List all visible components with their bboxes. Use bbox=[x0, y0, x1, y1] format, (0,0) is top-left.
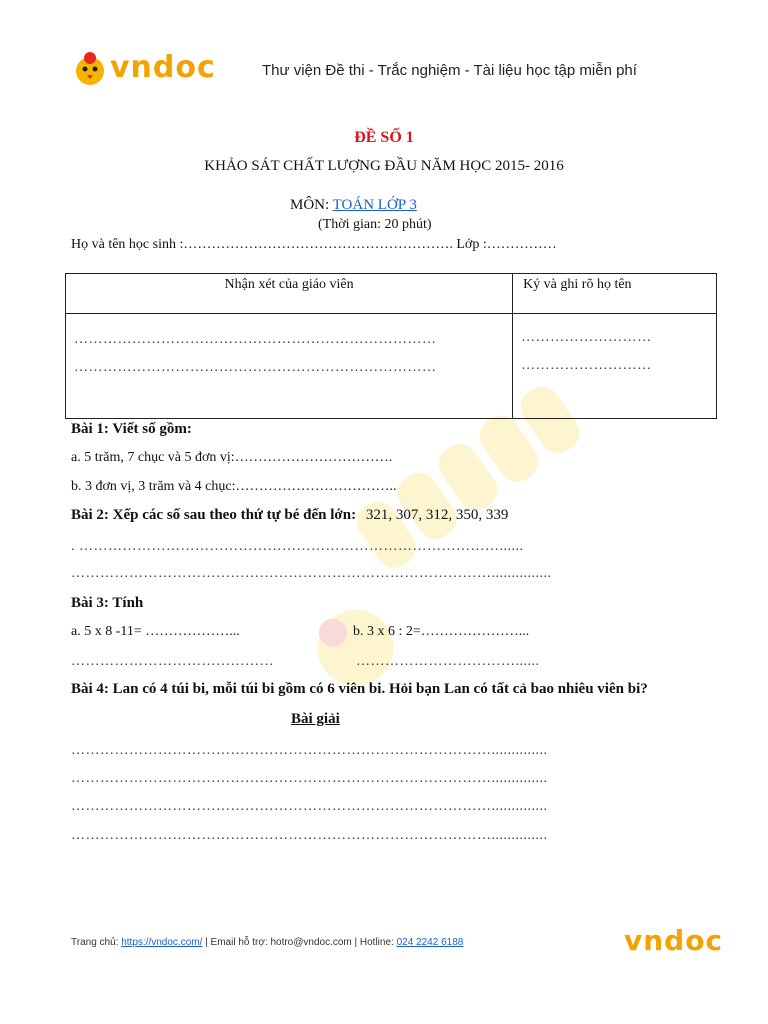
bai2-line bbox=[71, 507, 508, 524]
bai3-heading: Bài 3: Tính bbox=[71, 595, 144, 611]
bai4-answer-line-1: …………………………………………………………………………….............. bbox=[71, 743, 548, 758]
bai3-item-a: a. 5 x 8 -11= ………………... bbox=[71, 624, 240, 639]
review-comment-cell bbox=[66, 314, 513, 419]
review-signature-line-2: ……………………… bbox=[521, 358, 652, 373]
bai1-heading: Bài 1: Viết số gồm: bbox=[71, 421, 192, 437]
bai4-answer-line-4: …………………………………………………………………………….............. bbox=[71, 828, 548, 843]
review-comment-line-1: ………………………………………………………………… bbox=[74, 332, 437, 347]
footer-home-link[interactable]: https://vndoc.com/ bbox=[121, 937, 203, 948]
bai3-answer-line-b: ……………………………...... bbox=[356, 654, 540, 669]
bai2-answer-line-2: ……………………………………………………………………………............... bbox=[71, 566, 552, 581]
footer-hotline-link[interactable]: 024 2242 6188 bbox=[396, 937, 464, 948]
review-comment-line-2: ………………………………………………………………… bbox=[74, 360, 437, 375]
student-name-line: Họ và tên học sinh :…………………………………………………. Lớp :…………… bbox=[71, 237, 557, 252]
bai1-item-b: b. 3 đơn vị, 3 trăm và 4 chục:…………………………….. bbox=[71, 479, 397, 494]
review-signature-line-1: ……………………… bbox=[521, 330, 652, 345]
bai4-answer-line-2: …………………………………………………………………………….............. bbox=[71, 771, 548, 786]
bai2-heading: Bài 2: Xếp các số sau theo thứ tự bé đến lớn: bbox=[71, 507, 357, 523]
bai1-item-a: a. 5 trăm, 7 chục và 5 đơn vị:……………………………. bbox=[71, 450, 393, 465]
subject-label: MÔN: bbox=[290, 197, 330, 213]
bai3-answer-line-a: …………………………………… bbox=[71, 654, 274, 669]
subject-line bbox=[290, 197, 417, 214]
subject-link[interactable]: TOÁN LỚP 3 bbox=[332, 197, 417, 213]
chick-mascot-icon bbox=[70, 48, 110, 88]
footer-email-text: | Email hỗ trợ: hotro@vndoc.com | Hotline: bbox=[205, 937, 394, 948]
bai3-item-b: b. 3 x 6 : 2=…………………... bbox=[353, 624, 530, 639]
exam-number: ĐỀ SỐ 1 bbox=[354, 129, 414, 146]
exam-duration: (Thời gian: 20 phút) bbox=[318, 217, 432, 232]
footer-logo[interactable]: vndoc bbox=[624, 924, 724, 957]
teacher-review-table bbox=[65, 273, 717, 419]
footer-info bbox=[71, 937, 463, 948]
bai2-answer-line-1: . ……………………………………………………………………………...... bbox=[71, 539, 524, 554]
footer-home-label: Trang chủ: bbox=[71, 937, 119, 948]
exam-title: KHẢO SÁT CHẤT LƯỢNG ĐẦU NĂM HỌC 2015- 2016 bbox=[204, 158, 564, 174]
review-header-signature: Ký và ghi rõ họ tên bbox=[513, 274, 717, 314]
review-header-comments: Nhận xét của giáo viên bbox=[66, 274, 513, 314]
watermark-mascot-icon bbox=[303, 595, 409, 690]
logo-text: vndoc bbox=[110, 50, 216, 85]
bai2-numbers: 321, 307, 312, 350, 339 bbox=[365, 507, 509, 523]
bai4-answer-line-3: …………………………………………………………………………….............. bbox=[71, 799, 548, 814]
header-tagline: Thư viện Đề thi - Trắc nghiệm - Tài liệu học tập miễn phí bbox=[262, 62, 637, 79]
bai4-heading: Bài 4: Lan có 4 túi bi, mỗi túi bi gồm có 6 viên bi. Hỏi bạn Lan có tất cả bao nhiêu viên bi? bbox=[71, 681, 648, 697]
review-signature-cell bbox=[513, 314, 717, 419]
bai4-solution-label: Bài giải bbox=[291, 711, 340, 727]
